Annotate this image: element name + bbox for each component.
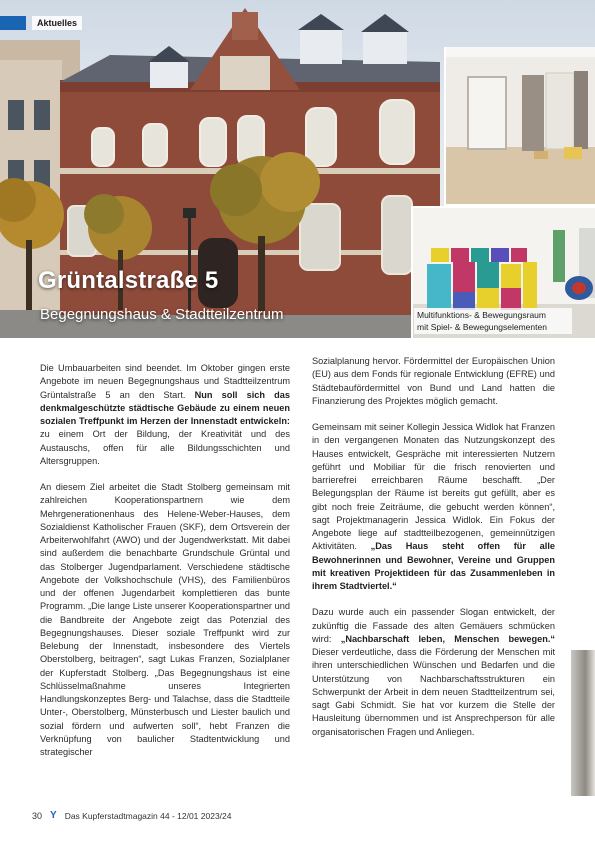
paragraph: Sozialplanung hervor. Fördermittel der Europäischen Union (EU) aus dem Fonds für regionale Entwicklung (EFRE) und Städtebaufördermittel von Bund und Land hatten die Finanzierung des Projektes möglich gemacht. — [312, 356, 555, 406]
article-title: Grüntalstraße 5 — [38, 267, 219, 294]
hero-photo-area — [0, 0, 595, 338]
text-run: Die Umbauarbeiten sind beendet. Im Oktober gingen erste Angebote im neuen Begegnungshaus und Stadtteilzentrum Grüntalstraße 5 an den Start. — [40, 363, 290, 400]
section-label: Aktuelles — [32, 16, 82, 30]
caption-line-1: Multifunktions- & Bewegungsraum — [417, 310, 546, 320]
paragraph: An diesem Ziel arbeitet die Stadt Stolberg gemeinsam mit zahlreichen Kooperationspartnern wie dem Mehrgenerationenhaus des Helene-Weber-Hauses, dem Sozialdienst Katholischer Frauen (SKF), dem Ortsverein der Arbeiterwohlfahrt (AWO) und der Jugendwerkstatt. Mit dabei sind außerdem die benachbarte Grundschule Grüntal und das Stolberger Jugendparlament. Verschiedene städtische Angebote der Volkshochschule (VHS), des Familienbüros und der offenen Jugendarbeit komplettieren das bunte Programm. „Die lange Liste unserer Kooperationspartner und die Bandbreite der Angebote zeigt das Potenzial des Begegnungshauses. Dieser soziale Treffpunkt wird zur Belebung der Innenstadt, insbesondere des Viertels Oberstolberg, beitragen“, sagt Lukas Franzen, Sozialplaner der Kupferstadt Stolberg. „Das Begegnungshaus ist eine Schlüsselmaßnahme unseres Integrierten Handlungskonzeptes Berg- und Talachse, dass die Stadtteile Unter-, Oberstolberg, Münsterbusch und Liester baulich und sozial fördern und aufwerten soll“, hebt Franzen die Verknüpfung von baulicher Stadtentwicklung und strategischer — [40, 482, 290, 757]
page-number: 30 — [32, 810, 43, 821]
paragraph — [312, 421, 555, 593]
emphasis-text: „Das Haus steht offen für alle Bewohnerinnen und Bewohner, Vereine und Gruppen mit kreativen Projektideen für das Zusammenleben in ihrem Stadtviertel.“ — [312, 541, 555, 591]
magazine-logo-icon: Y — [50, 810, 57, 821]
text-run: Gemeinsam mit seiner Kollegin Jessica Widlok hat Franzen in den vergangenen Monaten das Nutzungskonzept des Hauses entwickelt, Gespräche mit interessierten Nutzern geführt und Mobiliar für die frisch renovierten und barrierefrei erreichbaren Räume beschafft. „Der Belegungsplan der Räume ist bereits gut gefüllt, aber es gibt noch freie Zeiträume, die gebucht werden können“, sagt Projektmanagerin Jessica Widlok. Ein Fokus der Angebote liege auf stadtteilbezogenen, gemeinnützigen Aktivitäten. — [312, 422, 555, 552]
article-column-right — [312, 355, 555, 752]
article-column-left — [40, 362, 290, 772]
section-tag — [0, 14, 82, 32]
photo-caption — [414, 308, 572, 334]
emphasis-text: Nun soll sich das denkmalgeschützte städtische Gebäude zu einem neuen sozialen Treffpunkt im Herzen der Innenstadt entwickeln: — [40, 389, 291, 426]
room-illustration — [446, 47, 595, 204]
edge-photo-crop — [571, 650, 595, 796]
slogan-text: „Nachbarschaft leben, Menschen bewegen.“ — [340, 633, 556, 644]
paragraph — [40, 362, 290, 468]
paragraph — [312, 606, 555, 739]
page-footer — [32, 810, 232, 821]
article-subtitle: Begegnungshaus & Stadtteilzentrum — [40, 306, 284, 323]
text-run: zu einem Ort der Bildung, der Kreativität und des Austauschs, offen für alle Bildungsschichten und Altersgruppen. — [40, 429, 290, 466]
text-run: Dazu wurde auch ein passender Slogan entwickelt, der zukünftig die Fassade des alten Gemäuers schmücken wird: — [312, 607, 555, 644]
magazine-name: Das Kupferstadtmagazin 44 - 12/01 2023/24 — [64, 810, 232, 821]
text-run: Dieser verdeutliche, dass die Förderung der Menschen mit ihren unterschiedlichen Wünschen und Bedarfen und die Unterstützung von Nachbarschaftsstrukturen ein Schwerpunkt der Arbeit in dem neuen Stadtteilzentrum sei, sagt Gabi Schmidt. Sie hat vor kurzem die Stelle der Hausleitung übernommen und ist Ansprechperson für alle organisatorischen Fragen und Anliegen. — [312, 647, 555, 737]
section-accent-bar — [0, 16, 26, 30]
caption-line-2: mit Spiel- & Bewegungselementen — [417, 322, 547, 332]
room-photo — [444, 47, 595, 206]
